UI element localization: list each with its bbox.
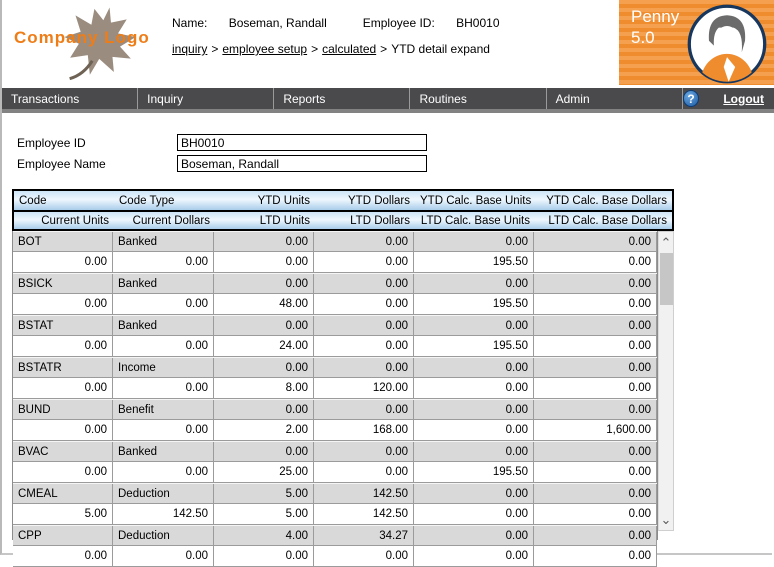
- employee-info-line: [172, 16, 536, 30]
- grid-cell: 0.00: [534, 358, 657, 377]
- grid-cell: 0.00: [314, 316, 414, 335]
- grid-header-cell: Code: [19, 194, 47, 207]
- nav-item-reports[interactable]: Reports: [274, 88, 410, 109]
- breadcrumb-link[interactable]: inquiry: [172, 42, 208, 56]
- grid-cell: 0.00: [314, 358, 414, 377]
- grid-cell: 0.00: [414, 420, 534, 440]
- table-row-code-BOT[interactable]: [13, 231, 657, 252]
- grid-cell: 0.00: [534, 274, 657, 293]
- grid-header-row-ltd: [14, 210, 672, 229]
- grid-cell: 0.00: [414, 400, 534, 419]
- grid-cell: 0.00: [13, 252, 113, 272]
- grid-cell: 0.00: [534, 294, 657, 314]
- grid-cell: 0.00: [534, 336, 657, 356]
- employee-form: [17, 132, 427, 174]
- grid-cell: Banked: [113, 316, 214, 335]
- employee-id-label-value: Employee ID: BH0010: [362, 16, 500, 30]
- table-row-code-BVAC[interactable]: [13, 441, 657, 462]
- nav-item-inquiry[interactable]: Inquiry: [138, 88, 274, 109]
- grid-cell: 0.00: [214, 442, 314, 461]
- grid-cell: 0.00: [214, 546, 314, 566]
- nav-item-admin[interactable]: Admin: [547, 88, 683, 109]
- grid-cell: 0.00: [534, 232, 657, 251]
- grid-cell: 0.00: [214, 358, 314, 377]
- table-row-detail-BSTAT[interactable]: [13, 336, 657, 357]
- table-row-code-BSTATR[interactable]: [13, 357, 657, 378]
- grid-header-cell: Code Type: [119, 194, 175, 207]
- grid-cell: 0.00: [13, 420, 113, 440]
- grid-cell: 195.50: [414, 252, 534, 272]
- grid-cell: 195.50: [414, 336, 534, 356]
- grid-cell: CPP: [13, 526, 113, 545]
- breadcrumb-separator: >: [211, 42, 219, 56]
- table-row-detail-BSICK[interactable]: [13, 294, 657, 315]
- table-row-detail-BOT[interactable]: [13, 252, 657, 273]
- grid-cell: 0.00: [314, 546, 414, 566]
- logout-link[interactable]: Logout: [723, 91, 764, 106]
- grid-cell: 0.00: [314, 442, 414, 461]
- employee-name-row: [17, 153, 427, 174]
- grid-cell: 4.00: [214, 526, 314, 545]
- grid-header-cell: LTD Dollars: [350, 214, 410, 227]
- grid-cell: 25.00: [214, 462, 314, 482]
- grid-cell: 0.00: [314, 294, 414, 314]
- grid-cell: Banked: [113, 232, 214, 251]
- grid-cell: 0.00: [214, 232, 314, 251]
- grid-cell: 5.00: [214, 504, 314, 524]
- grid-cell: 8.00: [214, 378, 314, 398]
- table-row-code-BUND[interactable]: [13, 399, 657, 420]
- brand-panel: [619, 0, 774, 85]
- grid-header-cell: Current Units: [41, 214, 109, 227]
- grid-cell: 2.00: [214, 420, 314, 440]
- grid-cell: 168.00: [314, 420, 414, 440]
- breadcrumb-link[interactable]: employee setup: [222, 42, 308, 56]
- grid-cell: 0.00: [214, 316, 314, 335]
- grid-cell: 0.00: [113, 252, 214, 272]
- grid-cell: BSTATR: [13, 358, 113, 377]
- table-row-code-CMEAL[interactable]: [13, 483, 657, 504]
- breadcrumb: [172, 42, 490, 56]
- page-header: [2, 0, 774, 88]
- breadcrumb-current: YTD detail expand: [391, 42, 490, 56]
- grid-cell: 0.00: [414, 526, 534, 545]
- table-row-detail-BVAC[interactable]: [13, 462, 657, 483]
- app-brand: Penny 5.0: [631, 7, 680, 48]
- grid-cell: 0.00: [113, 294, 214, 314]
- grid-cell: CMEAL: [13, 484, 113, 503]
- employee-id-label: Employee ID: [17, 135, 86, 150]
- grid-cell: Deduction: [113, 526, 214, 545]
- employee-name-field[interactable]: [177, 155, 427, 172]
- grid-cell: 195.50: [414, 294, 534, 314]
- grid-header-cell: LTD Calc. Base Dollars: [548, 214, 667, 227]
- grid-cell: 0.00: [414, 504, 534, 524]
- table-row-detail-CPP[interactable]: [13, 546, 657, 567]
- grid-cell: 0.00: [534, 526, 657, 545]
- nav-item-transactions[interactable]: Transactions: [2, 88, 138, 109]
- grid-cell: 0.00: [534, 378, 657, 398]
- scrollbar-thumb[interactable]: [660, 253, 673, 305]
- grid-cell: 48.00: [214, 294, 314, 314]
- grid-cell: 0.00: [534, 462, 657, 482]
- grid-cell: 142.50: [113, 504, 214, 524]
- grid-cell: 0.00: [314, 400, 414, 419]
- name-label-value: Name: Boseman, Randall: [172, 16, 327, 30]
- grid-cell: 0.00: [13, 378, 113, 398]
- breadcrumb-separator: >: [380, 42, 388, 56]
- grid-cell: 0.00: [214, 400, 314, 419]
- grid-cell: 0.00: [414, 316, 534, 335]
- grid-cell: 24.00: [214, 336, 314, 356]
- grid-cell: Banked: [113, 274, 214, 293]
- grid-cell: 0.00: [13, 546, 113, 566]
- breadcrumb-separator: >: [311, 42, 319, 56]
- grid-header-cell: YTD Dollars: [348, 194, 410, 207]
- grid-cell: 0.00: [314, 462, 414, 482]
- table-row-code-BSTAT[interactable]: [13, 315, 657, 336]
- grid-cell: BSTAT: [13, 316, 113, 335]
- grid-cell: 0.00: [314, 274, 414, 293]
- grid-cell: 0.00: [113, 420, 214, 440]
- grid-cell: BVAC: [13, 442, 113, 461]
- grid-cell: 1,600.00: [534, 420, 657, 440]
- employee-name-label: Employee Name: [17, 156, 106, 171]
- main-nav: [2, 88, 774, 109]
- grid-header-cell: LTD Units: [259, 214, 310, 227]
- grid-cell: 0.00: [314, 232, 414, 251]
- user-avatar: [686, 3, 768, 85]
- grid-cell: Income: [113, 358, 214, 377]
- grid-cell: 0.00: [534, 400, 657, 419]
- vertical-scrollbar[interactable]: [658, 231, 674, 531]
- grid-cell: 0.00: [113, 378, 214, 398]
- grid-cell: 0.00: [13, 336, 113, 356]
- grid-header-cell: LTD Calc. Base Units: [420, 214, 530, 227]
- grid-header-row-ytd: [14, 191, 672, 210]
- grid-body: [12, 231, 674, 562]
- grid-cell: 120.00: [314, 378, 414, 398]
- ytd-detail-grid: [12, 189, 674, 562]
- grid-cell: 0.00: [113, 336, 214, 356]
- grid-cell: 0.00: [13, 462, 113, 482]
- grid-cell: BSICK: [13, 274, 113, 293]
- grid-cell: 142.50: [314, 484, 414, 503]
- grid-cell: Benefit: [113, 400, 214, 419]
- grid-cell: Deduction: [113, 484, 214, 503]
- grid-cell: 0.00: [414, 442, 534, 461]
- grid-cell: 0.00: [534, 504, 657, 524]
- grid-cell: 195.50: [414, 462, 534, 482]
- grid-cell: 5.00: [214, 484, 314, 503]
- grid-header-cell: Current Dollars: [132, 214, 210, 227]
- grid-cell: 0.00: [414, 484, 534, 503]
- grid-header-cell: YTD Calc. Base Dollars: [546, 194, 667, 207]
- grid-cell: 0.00: [314, 252, 414, 272]
- grid-cell: 0.00: [214, 274, 314, 293]
- logo-text: Company Logo: [14, 28, 150, 47]
- grid-header-cell: YTD Calc. Base Units: [420, 194, 532, 207]
- scroll-up-icon[interactable]: ⌃: [660, 234, 672, 250]
- table-row-detail-BSTATR[interactable]: [13, 378, 657, 399]
- grid-cell: BOT: [13, 232, 113, 251]
- grid-cell: 0.00: [214, 252, 314, 272]
- grid-cell: 0.00: [414, 232, 534, 251]
- nav-underline: [2, 109, 774, 113]
- grid-cell: 0.00: [13, 294, 113, 314]
- grid-cell: 5.00: [13, 504, 113, 524]
- grid-cell: 0.00: [534, 316, 657, 335]
- table-row-detail-BUND[interactable]: [13, 420, 657, 441]
- breadcrumb-link[interactable]: calculated: [322, 42, 377, 56]
- grid-cell: 0.00: [534, 252, 657, 272]
- table-row-code-BSICK[interactable]: [13, 273, 657, 294]
- grid-cell: 0.00: [534, 442, 657, 461]
- grid-cell: 0.00: [534, 546, 657, 566]
- grid-header: [12, 189, 674, 231]
- help-icon[interactable]: ?: [683, 90, 700, 107]
- scroll-down-icon[interactable]: ⌄: [660, 511, 672, 527]
- grid-cell: 0.00: [113, 546, 214, 566]
- grid-cell: 0.00: [414, 546, 534, 566]
- grid-cell: 0.00: [314, 336, 414, 356]
- grid-cell: 0.00: [534, 484, 657, 503]
- grid-cell: 0.00: [414, 358, 534, 377]
- table-row-detail-CMEAL[interactable]: [13, 504, 657, 525]
- employee-id-row: [17, 132, 427, 153]
- grid-cell: Banked: [113, 442, 214, 461]
- nav-item-routines[interactable]: Routines: [410, 88, 546, 109]
- table-row-code-CPP[interactable]: [13, 525, 657, 546]
- grid-header-cell: YTD Units: [257, 194, 310, 207]
- grid-cell: 34.27: [314, 526, 414, 545]
- grid-cell: 0.00: [414, 378, 534, 398]
- grid-cell: BUND: [13, 400, 113, 419]
- company-logo: [12, 2, 172, 86]
- grid-cell: 0.00: [113, 462, 214, 482]
- employee-id-field[interactable]: [177, 134, 427, 151]
- grid-cell: 0.00: [414, 274, 534, 293]
- grid-cell: 142.50: [314, 504, 414, 524]
- grid-rows: [13, 231, 658, 562]
